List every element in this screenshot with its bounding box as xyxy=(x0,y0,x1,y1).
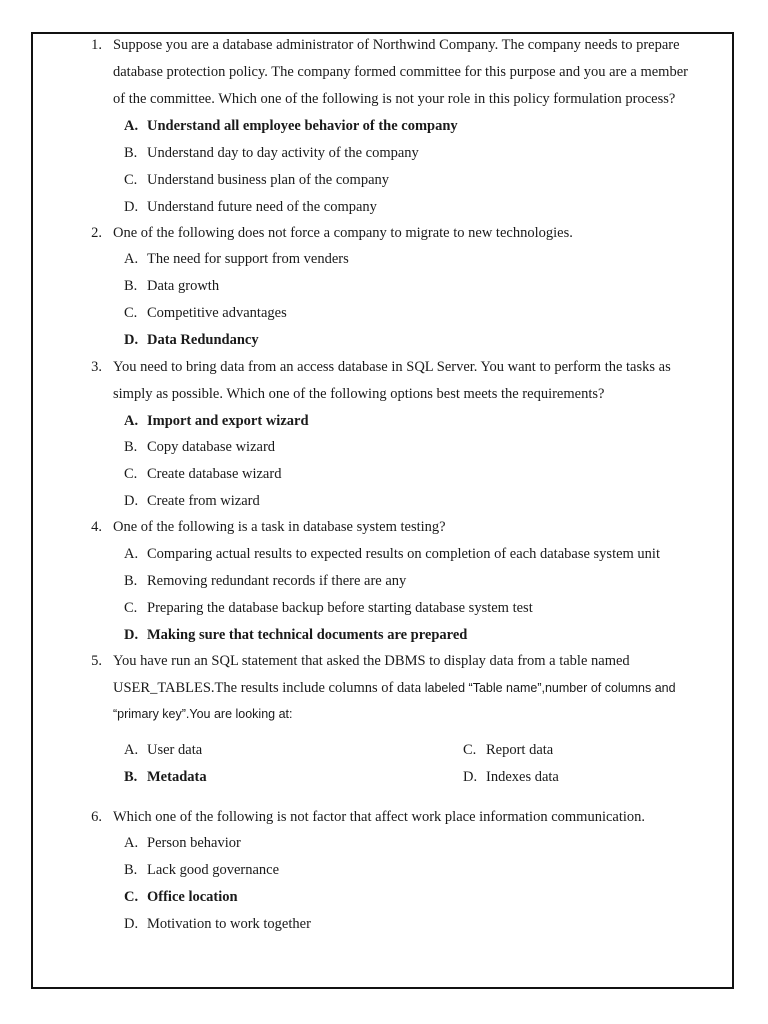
question-text-line xyxy=(113,679,676,697)
question-number: 6. xyxy=(91,809,102,825)
question-text-line: Which one of the following is not factor that affect work place information communication. xyxy=(113,809,646,825)
option-letter: B. xyxy=(124,573,138,589)
question-number: 5. xyxy=(91,653,102,669)
option-text: Create from wizard xyxy=(147,493,260,509)
option-letter: A. xyxy=(124,251,139,267)
option-letter: C. xyxy=(124,600,138,616)
option-text: Person behavior xyxy=(147,835,241,851)
option-letter: D. xyxy=(463,769,478,785)
option-text: User data xyxy=(147,742,203,758)
option-text: Understand business plan of the company xyxy=(147,172,390,188)
option-text: Competitive advantages xyxy=(147,305,287,321)
question-text-line: Suppose you are a database administrator of Northwind Company. The company needs to prepare xyxy=(113,37,680,53)
question-text-line: of the committee. Which one of the following is not your role in this policy formulation process? xyxy=(113,91,676,107)
option-text: Understand day to day activity of the company xyxy=(147,145,419,161)
question-text-line: One of the following does not force a company to migrate to new technologies. xyxy=(113,225,573,241)
option-letter: B. xyxy=(124,439,138,455)
option-letter: A. xyxy=(124,118,139,134)
option-text: Import and export wizard xyxy=(147,413,309,429)
option-letter: C. xyxy=(124,172,138,188)
option-letter: C. xyxy=(124,889,139,905)
option-text: The need for support from venders xyxy=(147,251,349,267)
question-text-line: You have run an SQL statement that asked the DBMS to display data from a table named xyxy=(113,653,630,669)
option-letter: A. xyxy=(124,546,139,562)
option-text: Create database wizard xyxy=(147,466,282,482)
option-letter: D. xyxy=(124,916,139,932)
option-letter: A. xyxy=(124,742,139,758)
option-letter: D. xyxy=(124,332,139,348)
option-text: Removing redundant records if there are any xyxy=(147,573,407,589)
option-text: Copy database wizard xyxy=(147,439,276,455)
question-text-part: labeled “Table name”,number of columns and xyxy=(424,681,676,695)
question-text-line: You need to bring data from an access database in SQL Server. You want to perform the tasks as xyxy=(113,359,671,375)
option-text: Motivation to work together xyxy=(147,916,311,932)
question-text-line: “primary key”.You are looking at: xyxy=(113,707,293,721)
option-letter: B. xyxy=(124,769,138,785)
option-text: Indexes data xyxy=(486,769,559,785)
option-letter: D. xyxy=(124,627,139,643)
question-text-line: One of the following is a task in database system testing? xyxy=(113,519,446,535)
question-number: 4. xyxy=(91,519,102,535)
option-letter: C. xyxy=(463,742,477,758)
question-number: 3. xyxy=(91,359,102,375)
option-text: Preparing the database backup before starting database system test xyxy=(147,600,533,616)
option-text: Metadata xyxy=(147,769,207,785)
option-letter: C. xyxy=(124,305,138,321)
option-text: Understand all employee behavior of the company xyxy=(147,118,458,134)
option-text: Office location xyxy=(147,889,238,905)
question-text-line: database protection policy. The company formed committee for this purpose and you are a member xyxy=(113,64,688,80)
option-text: Data Redundancy xyxy=(147,332,259,348)
option-letter: C. xyxy=(124,466,138,482)
question-text-part: USER_TABLES.The results include columns of data xyxy=(113,680,425,696)
question-number: 1. xyxy=(91,37,102,53)
option-letter: B. xyxy=(124,862,138,878)
option-letter: A. xyxy=(124,835,139,851)
option-text: Understand future need of the company xyxy=(147,199,377,215)
option-letter: A. xyxy=(124,413,139,429)
option-text: Report data xyxy=(486,742,554,758)
question-text-line: simply as possible. Which one of the following options best meets the requirements? xyxy=(113,386,605,402)
option-letter: D. xyxy=(124,493,139,509)
option-letter: B. xyxy=(124,145,138,161)
option-text: Lack good governance xyxy=(147,862,280,878)
option-text: Making sure that technical documents are prepared xyxy=(147,627,468,643)
option-letter: D. xyxy=(124,199,139,215)
option-text: Data growth xyxy=(147,278,220,294)
option-letter: B. xyxy=(124,278,138,294)
option-text: Comparing actual results to expected results on completion of each database system unit xyxy=(147,546,660,562)
question-number: 2. xyxy=(91,225,102,241)
